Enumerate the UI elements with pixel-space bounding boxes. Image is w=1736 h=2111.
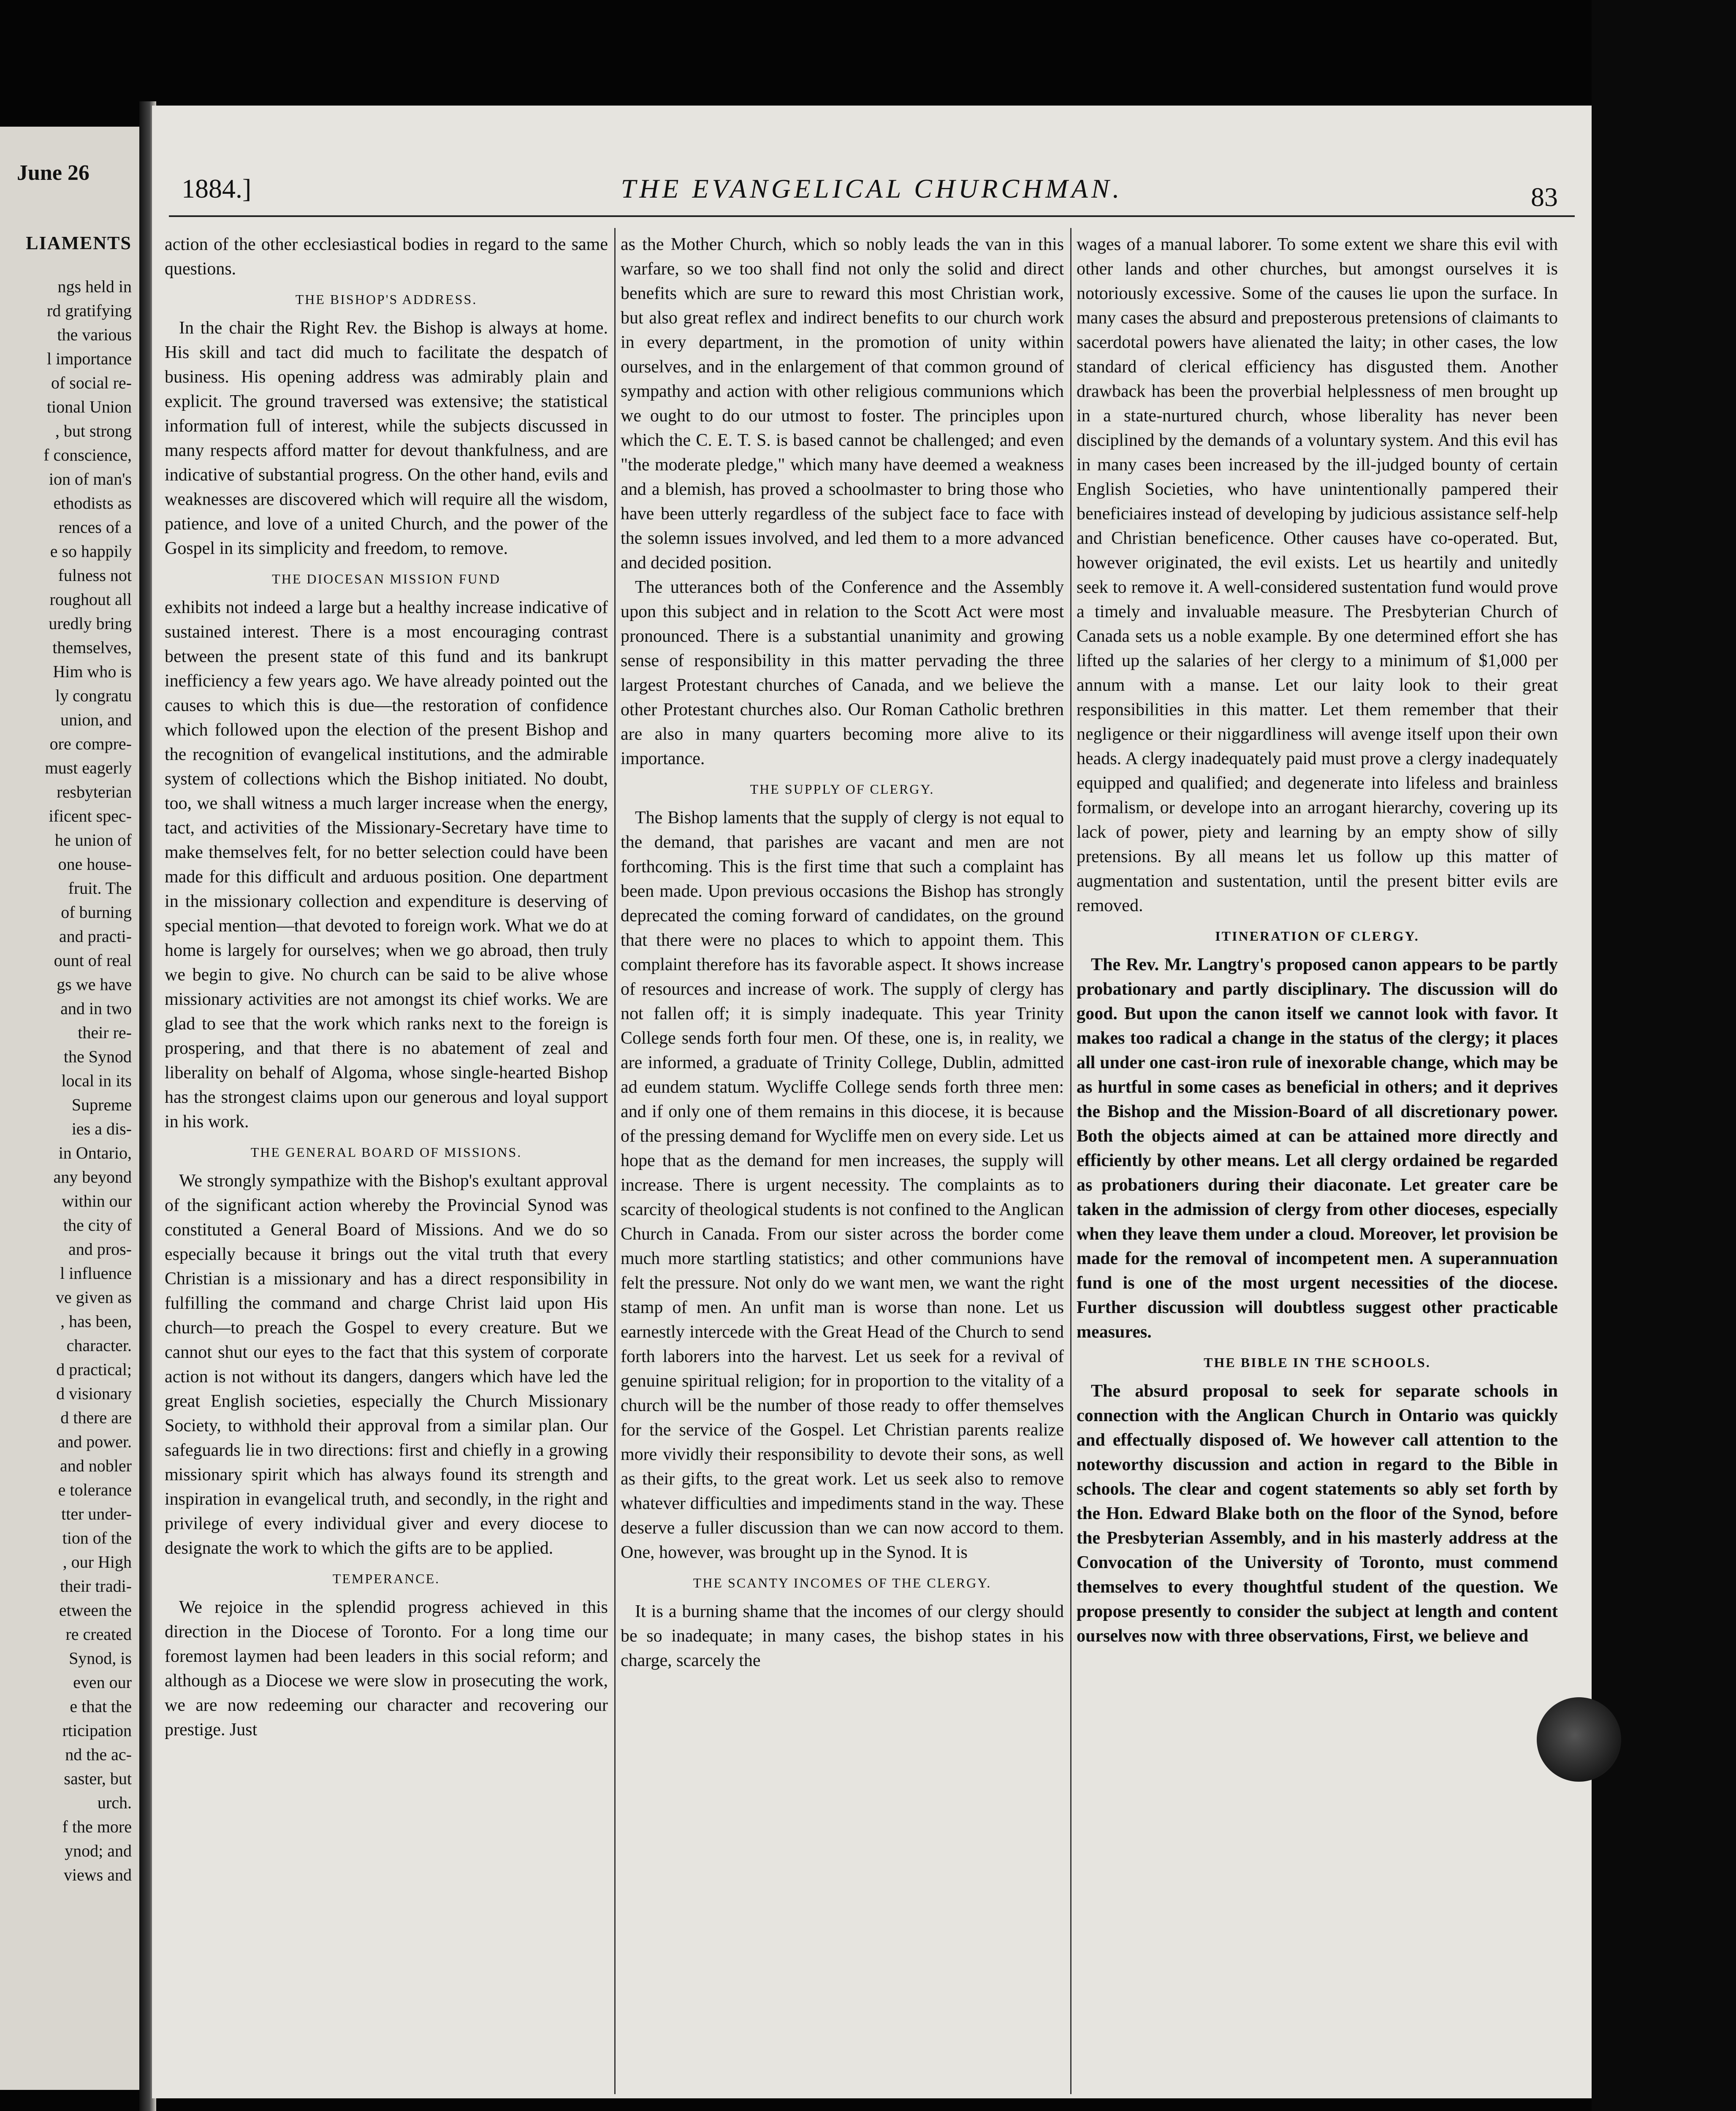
facing-page-line: views and	[63, 1865, 132, 1884]
page-header	[152, 173, 1592, 212]
paragraph: The absurd proposal to seek for separate schools in connection with the Anglican Church in Ontario was quickly and effectually disposed of. We however call attention to the noteworthy discussion and action in regard to the Bible in schools. The clear and cogent statements so ably set forth by the Hon. Edward Blake both on the floor of the Synod, before the Presbyterian Assembly, and in his masterly address at the Convocation of the University of Toronto, must commend themselves to every thoughtful student of the question. We propose presently to consider the subject at length and content ourselves now with three observations, First, we believe and	[1077, 1381, 1558, 1646]
facing-page-line: any beyond	[53, 1167, 132, 1186]
facing-page-line: rences of a	[58, 518, 132, 537]
facing-page-line: ount of real	[54, 951, 132, 970]
facing-page-line: he union of	[54, 830, 132, 849]
facing-page-line: themselves,	[52, 638, 132, 657]
facing-page-line: resbyterian	[57, 782, 132, 801]
facing-page-line: l influence	[60, 1264, 132, 1283]
facing-page-line: etween the	[59, 1601, 132, 1620]
page-number: 83	[1531, 182, 1558, 212]
facing-page-line: uredly bring	[49, 614, 132, 633]
facing-page-line: rd gratifying	[46, 301, 132, 320]
facing-page-line: their tradi-	[60, 1576, 132, 1595]
section-heading: THE DIOCESAN MISSION FUND	[272, 571, 501, 586]
facing-page-line: one house-	[58, 855, 132, 874]
facing-page-line: local in its	[61, 1071, 132, 1090]
facing-page-line: ificent spec-	[49, 806, 132, 825]
paragraph: The Rev. Mr. Langtry's proposed canon appears to be partly probationary and partly disciplinary. The discussion will do good. But upon the canon itself we cannot look with favor. It makes too radical a change in the status of the clergy; it places all under one cast-iron rule of inexorable change, which may be as hurtful in some cases as beneficial in others; and it deprives the Bishop and the Mission-Board of all discretionary power. Both the objects aimed at can be attained more directly and efficiently by other means. Let all clergy ordained be regarded as probationers during their diaconate. Let greater care be taken in the admission of clergy from other dioceses, especially when they leave them under a cloud. Moreover, let provision be made for the removal of incompetent men. A superannuation fund is one of the most urgent necessities of the diocese. Further discussion will doubtless suggest other practicable measures.	[1077, 955, 1558, 1342]
facing-page-line: of social re-	[51, 373, 132, 392]
facing-page-line: , but strong	[55, 421, 132, 440]
section-heading: THE BISHOP'S ADDRESS.	[295, 292, 477, 307]
facing-page-line: urch.	[97, 1793, 132, 1812]
facing-page-line: d practical;	[56, 1360, 132, 1379]
facing-page-line: e that the	[70, 1697, 132, 1716]
page-clip	[1537, 1697, 1621, 1782]
column-2	[621, 232, 1064, 2090]
paragraph: In the chair the Right Rev. the Bishop is always at home. His skill and tact did much to facilitate the despatch of business. His opening address was admirably plain and explicit. The ground traversed was extensive; the statistical information full of interest, while the subjects discussed in many respects afford matter for devout thankfulness, and are indicative of substantial progress. On the other hand, evils and weaknesses are discovered which will require all the wisdom, patience, and love of a united Church, and the power of the Gospel in its simplicity and freedom, to remove.	[165, 318, 608, 558]
facing-page-line: ly congratu	[55, 686, 132, 705]
paragraph: exhibits not indeed a large but a healthy increase indicative of sustained interest. There is a most encouraging contrast between the present state of this fund and its bankrupt inefficiency a few years ago. We have already pointed out the causes to which this is due—the restoration of confidence which followed upon the election of the present Bishop and the recognition of evangelical institutions, and the admirable system of collections which the Bishop initiated. No doubt, too, we shall witness a much larger increase when the energy, tact, and activities of the Missionary-Secretary have time to make themselves felt, for no better selection could have been made for this difficult and arduous position. One department in the missionary collection and expenditure is deserving of special mention—that devoted to foreign work. What we do at home is largely for ourselves; when we go abroad, then truly we begin to give. No church can be said to be alive whose missionary activities are not amongst its chief works. We are glad to see that the work which ranks next to the foreign is prospering, and that there is no abatement of zeal and liberality on behalf of Algoma, whose single-hearted Bishop has the strongest claims upon our generous and loyal support in his work.	[165, 598, 608, 1131]
page-date: 1884.]	[182, 174, 252, 204]
facing-page-line: d there are	[60, 1408, 132, 1427]
facing-page-line: re created	[65, 1625, 132, 1644]
paragraph: The utterances both of the Conference and the Assembly upon this subject and in relation to the Scott Act were most pronounced. There is a substantial unanimity and growing sense of responsibility in this matter pervading the three largest Protestant churches of Canada, and we believe the other Protestant churches also. Our Roman Catholic brethren are also in many quarters becoming more alive to its importance.	[621, 578, 1064, 768]
facing-page-line: ies a dis-	[71, 1119, 132, 1138]
facing-page-line: ngs held in	[57, 277, 132, 296]
facing-page-line: union, and	[60, 710, 132, 729]
facing-page-lines	[1, 274, 132, 1887]
facing-page-line: f the more	[62, 1817, 132, 1836]
facing-page-line: and in two	[60, 999, 132, 1018]
facing-page-line: and pros-	[68, 1240, 132, 1259]
bold-section	[1077, 924, 1558, 1648]
section-heading: THE GENERAL BOARD OF MISSIONS.	[250, 1145, 522, 1160]
scan-background	[1592, 0, 1736, 2111]
facing-page-line: the Synod	[63, 1047, 132, 1066]
header-rule	[169, 215, 1575, 217]
facing-page-line: roughout all	[49, 590, 132, 609]
facing-page-line: e so happily	[50, 542, 132, 561]
facing-page-line: nd the ac-	[65, 1745, 132, 1764]
facing-page-line: fulness not	[58, 566, 132, 585]
facing-page-line: ynod; and	[65, 1841, 132, 1860]
column-1	[165, 232, 608, 2090]
facing-page-line: ore compre-	[49, 734, 132, 753]
facing-page-line: the various	[57, 325, 132, 344]
facing-page-line: ethodists as	[53, 494, 132, 513]
paragraph: action of the other ecclesiastical bodies in regard to the same questions.	[165, 235, 608, 279]
facing-page-line: within our	[62, 1191, 132, 1210]
facing-page-line: must eagerly	[45, 758, 132, 777]
facing-page-line: in Ontario,	[58, 1143, 132, 1162]
paragraph: wages of a manual laborer. To some extent we share this evil with other lands and other churches, but amongst ourselves it is notoriously excessive. Some of the causes lie upon the surface. In many cases the absurd and preposterous pretensions of claimants to sacerdotal powers have alienated the laity; in other cases, the low standard of clerical efficiency has disgusted them. Another drawback has been the proverbial helplessness of men brought up in a state-nurtured church, whose liberality has never been disciplined by the demands of a voluntary system. And this evil has in many cases been increased by the ill-judged bounty of certain English Societies, who have unintentionally pampered their beneficiaires instead of developing by judicious assistance self-help and Christian beneficence. Other causes have co-operated. But, however originated, the evil exists. Let us heartily and unitedly seek to remove it. A well-considered sustentation fund would prove a timely and invaluable measure. The Presbyterian Church of Canada sets us a noble example. By one determined effort she has lifted up the salaries of her clergy to a minimum of $1,000 per annum with a manse. Let our laity look to their great responsibilities in this matter. Let them remember that their negligence or their niggardliness will avenge itself upon their own heads. A clergy inadequately paid must prove a clergy inadequately equipped and qualified; and degenerate into lifeless and brainless formalism, or develope into an arrogant hierarchy, covering up its lack of power, piety and learning by an empty show of silly pretensions. By all means let us follow up this matter of augmentation and sustentation, until the present bitter evils are removed.	[1077, 235, 1558, 915]
facing-page-line: and power.	[57, 1432, 132, 1451]
facing-page-line: the city of	[63, 1216, 132, 1235]
facing-page-line: Synod, is	[69, 1649, 132, 1668]
section-heading: TEMPERANCE.	[332, 1571, 440, 1586]
section-heading: THE SUPPLY OF CLERGY.	[750, 781, 935, 797]
facing-page-line: d visionary	[56, 1384, 132, 1403]
facing-page-line: of burning	[61, 903, 132, 922]
facing-page-line: rticipation	[62, 1721, 132, 1740]
facing-page-line: e tolerance	[58, 1480, 132, 1499]
facing-page-header: June 26	[17, 161, 90, 185]
facing-page-line: fruit. The	[68, 879, 132, 898]
facing-page-line: and nobler	[60, 1456, 132, 1475]
facing-page-line: tter under-	[61, 1504, 132, 1523]
facing-page-line: even our	[73, 1673, 132, 1692]
facing-page-line: tional Union	[46, 397, 132, 416]
newspaper-page	[152, 106, 1592, 2098]
facing-page-line: f conscience,	[43, 445, 132, 464]
facing-page-line: , has been,	[60, 1312, 132, 1331]
paragraph: It is a burning shame that the incomes of our clergy should be so inadequate; in many cases, the bishop states in his charge, scarcely the	[621, 1602, 1064, 1670]
facing-page-line: and practi-	[59, 927, 132, 946]
facing-page-line: l importance	[46, 349, 132, 368]
facing-page-section: LIAMENTS	[26, 233, 132, 253]
column-rule	[614, 228, 616, 2094]
paragraph: as the Mother Church, which so nobly leads the van in this warfare, so we too shall find not only the solid and direct benefits which are sure to reward this most Christian work, but also great reflex and indirect benefits to our church work in every department, in the promotion of unity within ourselves, and in the enlargement of that common ground of sympathy and action with other religious communions which we ought to do our utmost to foster. The principles upon which the C. E. T. S. is based cannot be challenged; and even "the moderate pledge," which many have deemed a weakness and a blemish, has proved a schoolmaster to bring those who have been utterly regardless of the subject face to face with the solemn issues involved, and led them to a more advanced and decided position.	[621, 235, 1064, 573]
paragraph: We strongly sympathize with the Bishop's exultant approval of the significant action whereby the Provincial Synod was constituted a General Board of Missions. And we do so especially because it brings out the vital truth that every Christian is a missionary and has a direct responsibility in fulfilling the command and charge Christ laid upon His church—to preach the Gospel to every creature. But we cannot shut our eyes to the fact that this system of corporate action is not without its dangers, dangers which have led the great English societies, especially the Church Missionary Society, to withhold their approval from a similar plan. Our safeguards lie in two directions: first and chiefly in a growing missionary spirit which has always found its strength and inspiration in evangelical truth, and secondly, in the right and privilege of every individual giver and every diocese to designate the work to which the gifts are to be applied.	[165, 1171, 608, 1558]
facing-page-line: their re-	[78, 1023, 132, 1042]
section-heading: THE SCANTY INCOMES OF THE CLERGY.	[693, 1575, 992, 1590]
facing-page-line: Him who is	[53, 662, 132, 681]
paragraph: We rejoice in the splendid progress achieved in this direction in the Diocese of Toronto. For a long time our foremost laymen had been leaders in this social reform; and although as a Diocese we were slow in prosecuting the work, we are now redeeming our character and recovering our prestige. Just	[165, 1598, 608, 1739]
section-heading: THE BIBLE IN THE SCHOOLS.	[1204, 1355, 1431, 1370]
section-heading: ITINERATION OF CLERGY.	[1215, 928, 1419, 944]
facing-page-line: Supreme	[71, 1095, 132, 1114]
facing-page-line: character.	[66, 1336, 132, 1355]
column-rule	[1070, 228, 1071, 2094]
facing-page-line: gs we have	[57, 975, 132, 994]
facing-page-line: ion of man's	[49, 469, 132, 488]
facing-page-line: ve given as	[56, 1288, 132, 1307]
column-3	[1077, 232, 1558, 2090]
page-title: THE EVANGELICAL CHURCHMAN.	[621, 174, 1123, 204]
facing-page-line: saster, but	[64, 1769, 132, 1788]
facing-page-line: , our High	[62, 1552, 132, 1571]
paragraph: The Bishop laments that the supply of clergy is not equal to the demand, that parishes are vacant and men are not forthcoming. This is the first time that such a complaint has been made. Upon previous occasions the Bishop has strongly deprecated the coming forward of candidates, on the ground that there were no places to which to appoint them. This complaint therefore has its favorable aspect. It shows increase of resources and increase of work. The supply of clergy has not fallen off; it is simply inadequate. This year Trinity College sends forth four men. Of these, one is, in reality, we are informed, a graduate of Trinity College, Dublin, admitted ad eundem statum. Wycliffe College sends forth three men: and if only one of them remains in this diocese, it is because of the pressing demand for Wycliffe men on every side. Let us hope that as the demand for men increases, the supply will increase. There is urgent necessity. The complaints as to scarcity of theological students is not confined to the Anglican Church in Canada. From our sister across the border come much more startling statistics; and other communions have felt the pressure. Not only do we want men, we want the right stamp of men. An unfit man is worse than none. Let us earnestly intercede with the Great Head of the Church to send forth laborers into the harvest. Let us seek for a revival of genuine spiritual religion; for in proportion to the vitality of a church will be the number of those ready to offer themselves for the service of the Gospel. Let Christian parents realize more vividly their responsibility to devote their sons, as well as their gifts, to the great work. Let us seek also to remove whatever difficulties and impediments stand in the way. These deserve a fuller discussion than we can now accord to them. One, however, was brought up in the Synod. It is	[621, 808, 1064, 1562]
facing-page-line: tion of the	[62, 1528, 132, 1547]
facing-page	[0, 127, 144, 2090]
